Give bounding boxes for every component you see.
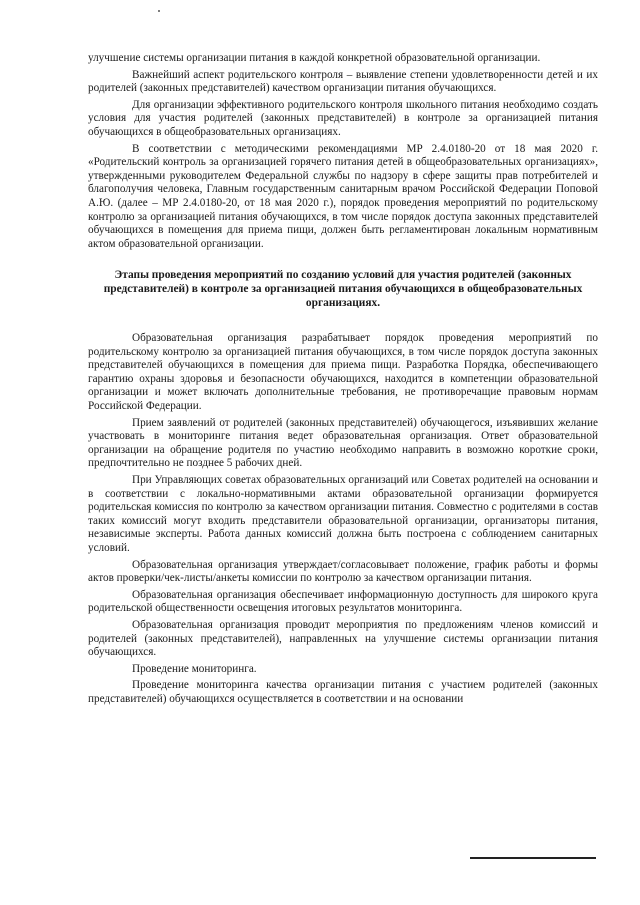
paragraph-1: улучшение системы организации питания в каждой конкретной образовательной организации. <box>88 52 541 64</box>
paragraph-12: Проведение мониторинга качества организации питания с участием родителей (законных представителей) обучающихся осуществляется в соответствии и на основании <box>88 679 598 705</box>
paragraph-3: Для организации эффективного родительского контроля школьного питания необходимо создать условия для участия родителей (законных представителей) в контроле за организацией питания обучающихся в общеобразовательных организациях. <box>88 98 598 138</box>
paragraph-11: Проведение мониторинга. <box>132 662 257 675</box>
scan-speck <box>158 10 160 12</box>
section-heading: Этапы проведения мероприятий по созданию условий для участия родителей (законных представителей) в контроле за организацией питания обучающихся в общеобразовательных организациях. <box>103 269 583 309</box>
paragraph-10: Образовательная организация проводит мероприятия по предложениям членов комиссий и родителей (законных представителей), направленных на улучшение системы организации питания обучающихся. <box>88 618 598 659</box>
paragraph-9: Образовательная организация обеспечивает информационную доступность для широкого круга родительской общественности освещения итоговых результатов мониторинга. <box>88 588 598 615</box>
document-page <box>88 52 598 710</box>
footer-rule <box>470 857 596 859</box>
paragraph-6: Прием заявлений от родителей (законных представителей) обучающегося, изъявивших желание участвовать в мониторинге питания ведет образовательная организация. Ответ образовательной организации на обращение родителя по участию необходимо направить в возможно короткие сроки, предпочтительно не позднее 5 рабочих дней. <box>88 416 598 470</box>
paragraph-4: В соответствии с методическими рекомендациями МР 2.4.0180-20 от 18 мая 2020 г. «Родительский контроль за организацией горячего питания детей в общеобразовательных организациях», утвержденными руководителем Федеральной службы по надзору в сфере защиты прав потребителей и благополучия человека, Главным государственным санитарным врачом Российской Федерации Поповой А.Ю. (далее – МР 2.4.0180-20, от 18 мая 2020 г.), порядок проведения мероприятий по родительскому контролю за организацией питания обучающихся, в том числе порядок доступа законных представителей обучающихся в помещения для приема пищи, должен быть регламентирован локальным нормативным актом образовательной организации. <box>88 142 598 250</box>
paragraph-2: Важнейший аспект родительского контроля – выявление степени удовлетворенности детей и их родителей (законных представителей) качеством организации питания обучающихся. <box>88 68 598 95</box>
paragraph-7: При Управляющих советах образовательных организаций или Советах родителей на основании и в соответствии с локально-нормативными актами образовательной организации формируется родительская комиссия по контролю за качеством организации питания. Совместно с родителями в состав таких комиссий могут входить представители образовательной организации, организаторы питания, независимые эксперты. Работа данных комиссий должна быть построена с соблюдением санитарных условий. <box>88 474 598 554</box>
paragraph-8: Образовательная организация утверждает/согласовывает положение, график работы и формы актов проверки/чек-листы/анкеты комиссии по контролю за качеством организации питания. <box>88 558 598 585</box>
paragraph-5: Образовательная организация разрабатывает порядок проведения мероприятий по родительскому контролю за организацией питания обучающихся, в том числе порядок доступа законных представителей обучающихся в помещения для приема пищи. Разработка Порядка, обеспечивающего гарантию охраны здоровья и безопасности обучающихся, находится в компетенции образовательной организации и может включать дополнительные требования, не противоречащие правовым нормам Российской Федерации. <box>88 332 598 413</box>
